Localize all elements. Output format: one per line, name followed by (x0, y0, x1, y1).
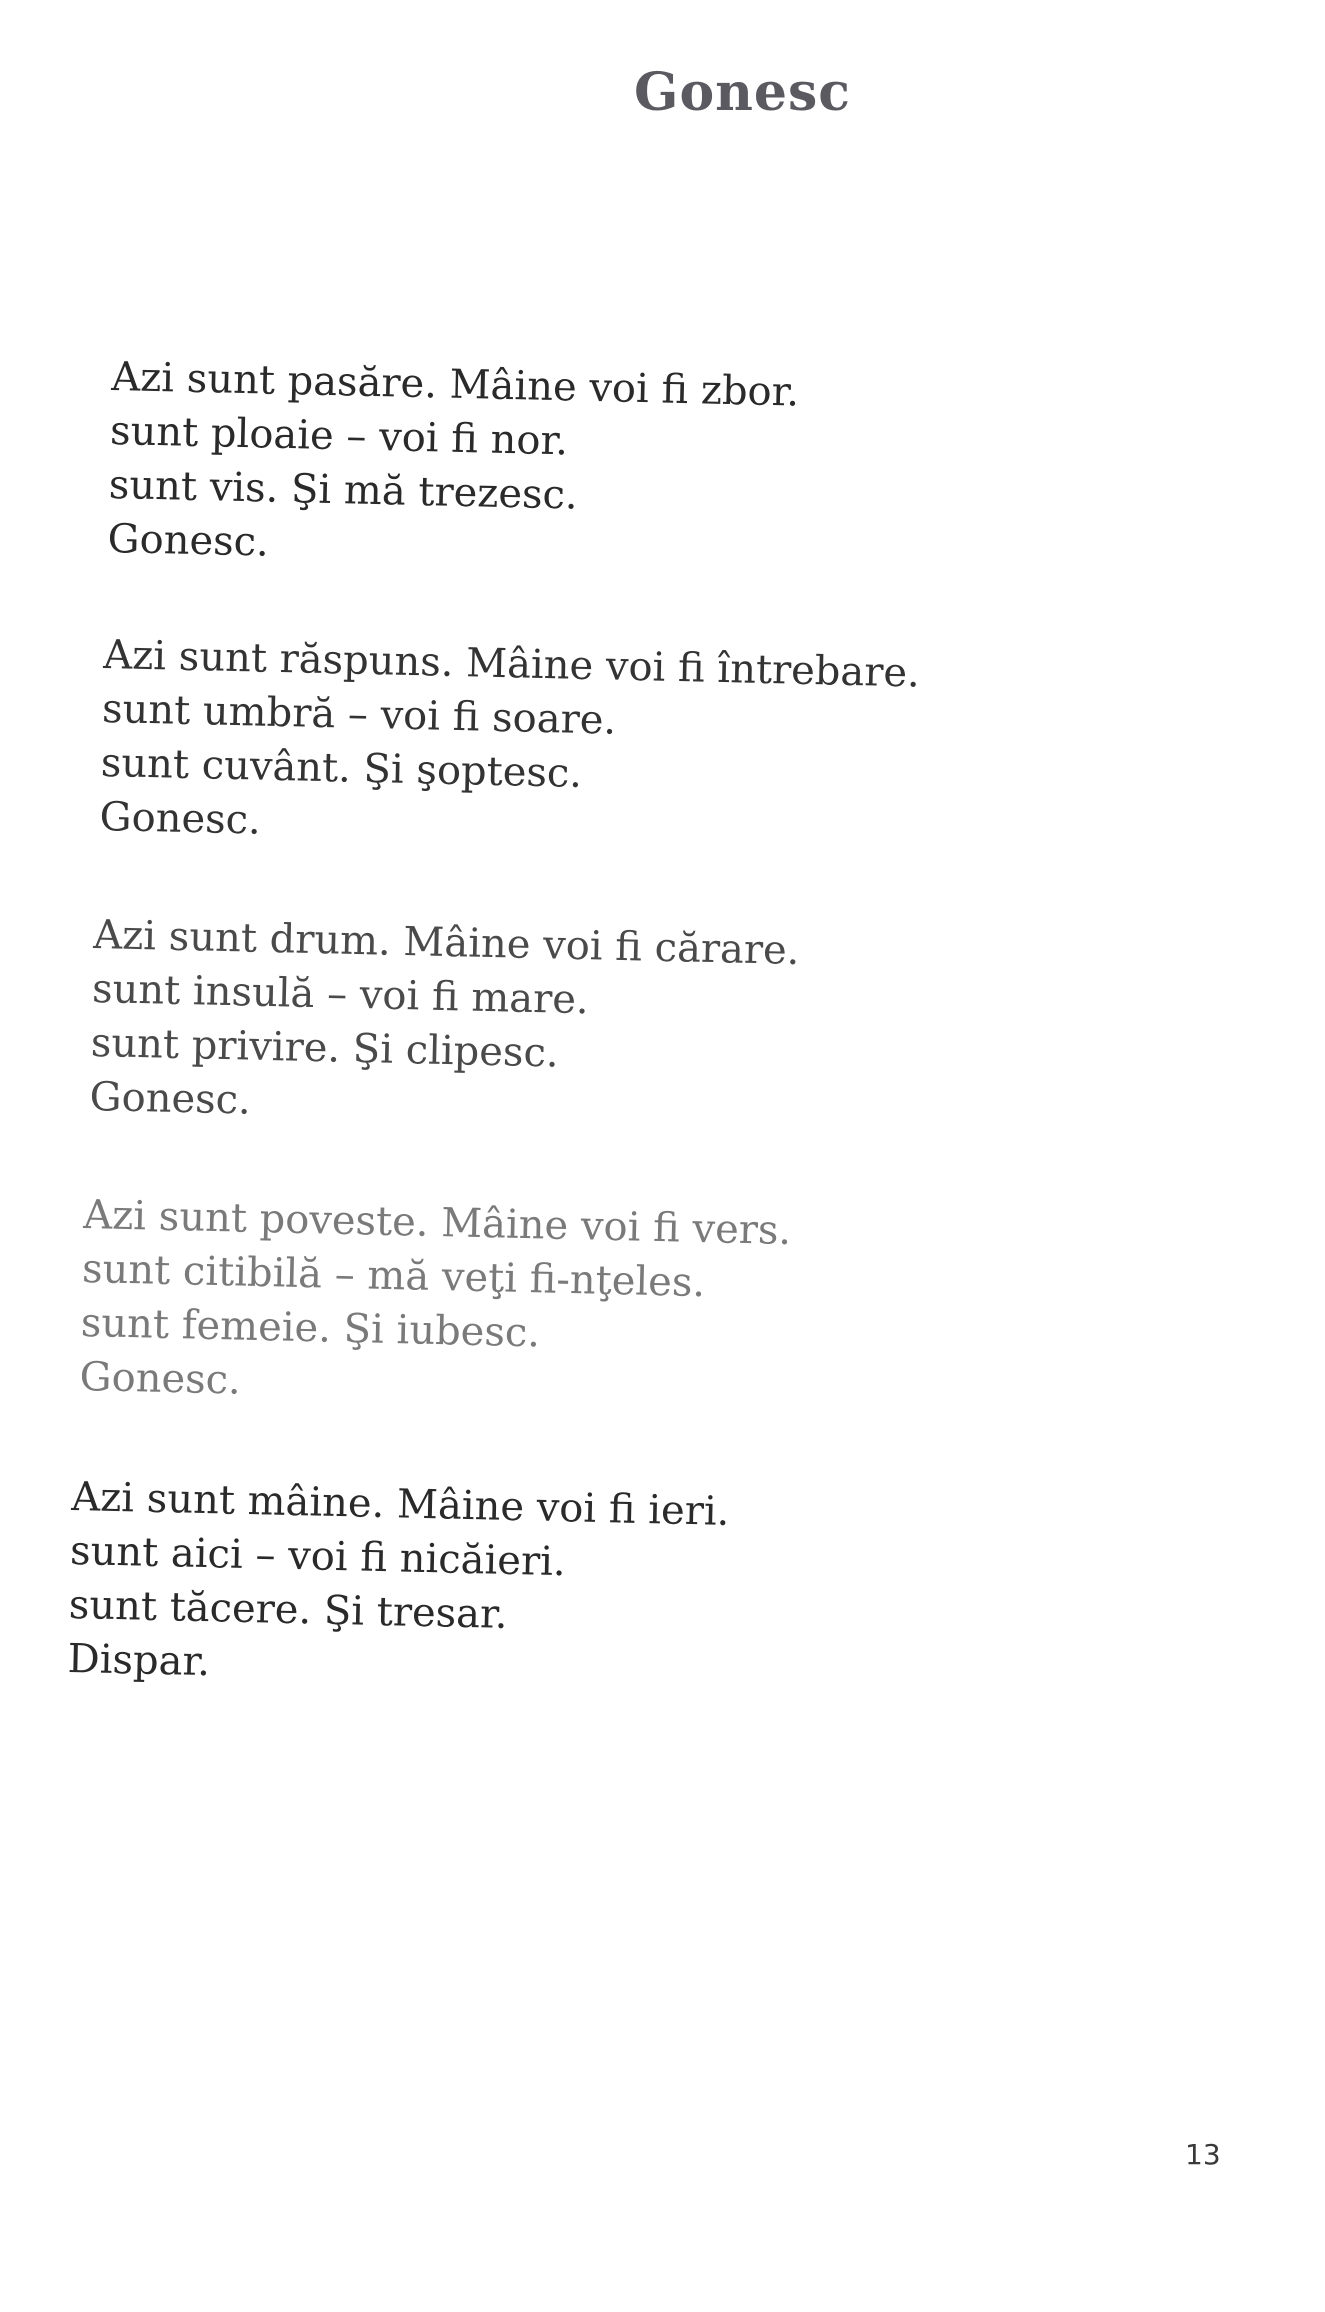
poem-line: sunt privire. Şi clipesc. (90, 1019, 560, 1077)
poem-line: Azi sunt mâine. Mâine voi fi ieri. (70, 1473, 730, 1535)
poem-line: Azi sunt poveste. Mâine voi fi vers. (82, 1191, 792, 1255)
poem-line: Dispar. (67, 1635, 211, 1686)
stanza-3 (89, 908, 800, 1140)
poem-line: sunt aici – voi fi nicăieri. (69, 1527, 567, 1586)
stanza-5 (67, 1470, 730, 1701)
poem-title: Gonesc (634, 62, 851, 123)
poem-line: Azi sunt răspuns. Mâine voi fi întrebare. (102, 631, 921, 697)
poem-line: sunt insulă – voi fi mare. (91, 965, 590, 1024)
stanza-2 (99, 628, 920, 862)
poem-line: sunt umbră – voi fi soare. (101, 685, 617, 744)
poem-line: sunt citibilă – mă veţi fi-nţeles. (81, 1245, 706, 1307)
page-number: 13 (1185, 2138, 1221, 2171)
poem-line: Azi sunt drum. Mâine voi fi cărare. (92, 911, 800, 975)
poem-line: Gonesc. (79, 1353, 242, 1404)
poem-line: sunt cuvânt. Şi şoptesc. (100, 739, 583, 797)
poem-line: sunt tăcere. Şi tresar. (68, 1581, 509, 1638)
stanza-4 (79, 1188, 792, 1420)
poem-line: Gonesc. (99, 793, 262, 844)
poem-line: Azi sunt pasăre. Mâine voi fi zbor. (110, 353, 800, 416)
poem-line: sunt vis. Şi mă trezesc. (108, 461, 579, 519)
poem-line: Gonesc. (107, 515, 270, 566)
poem-line: sunt femeie. Şi iubesc. (80, 1299, 541, 1357)
stanza-1 (107, 350, 800, 582)
poem-line: Gonesc. (89, 1073, 252, 1124)
poem-line: sunt ploaie – voi fi nor. (109, 407, 569, 465)
